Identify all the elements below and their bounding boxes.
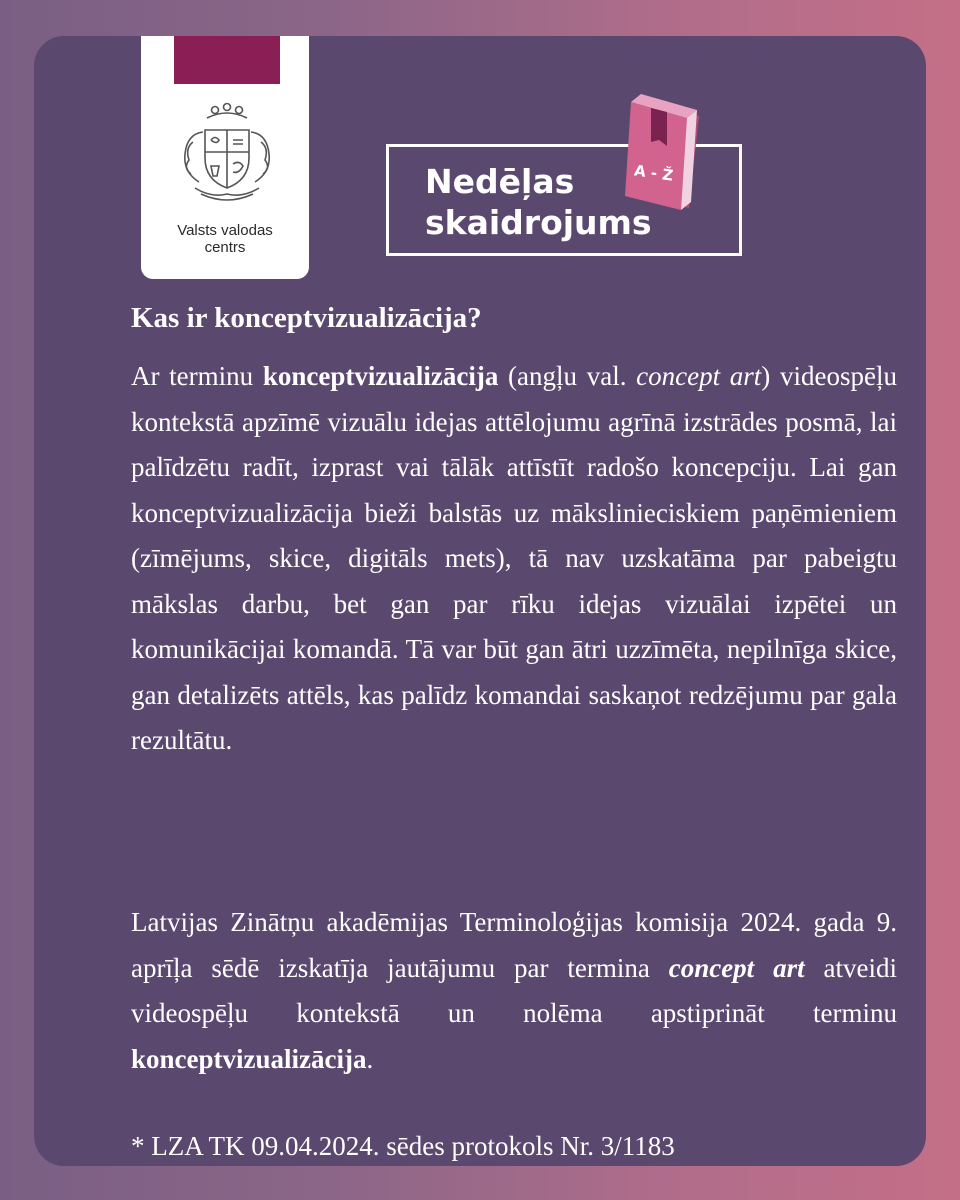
definition-paragraph bbox=[131, 354, 897, 764]
organization-logo[interactable] bbox=[141, 36, 309, 279]
dictionary-book-icon bbox=[617, 88, 707, 218]
organization-name bbox=[141, 222, 309, 256]
org-name-line-1: Valsts valodas bbox=[177, 222, 273, 239]
footnote: * LZA TK 09.04.2024. sēdes protokols Nr. 3/1183 bbox=[131, 1131, 675, 1161]
p2-text-2: atveidi videospēļu kontekstā un nolēma apstiprināt terminu bbox=[131, 952, 897, 1028]
english-term: concept art bbox=[636, 361, 762, 391]
english-term-bold: concept art bbox=[668, 952, 805, 983]
p2-text-3: . bbox=[366, 1043, 374, 1074]
p2-text-1: Latvijas Zinātņu akadēmijas Terminoloģijas komisija 2024. gada 9. aprīļa sēdē izskatīja jautājumu par termina bbox=[131, 907, 897, 983]
commission-paragraph bbox=[131, 900, 897, 1082]
badge-title-line-2: skaidrojums bbox=[425, 203, 652, 242]
term-bold-2: konceptvizualizācija bbox=[131, 1043, 367, 1074]
logo-stripe bbox=[174, 36, 280, 84]
p1-text-1: Ar terminu bbox=[131, 361, 263, 391]
article-heading: Kas ir konceptvizualizācija? bbox=[131, 302, 482, 334]
content-card bbox=[34, 36, 926, 1166]
p1-text-3: ) videospēļu kontekstā apzīmē vizuālu idejas attēlojumu agrīnā izstrādes posmā, lai palīdzētu radīt, izprast vai tālāk attīstīt radošo koncepciju. Lai gan konceptvizualizācija bieži balstās uz mākslinieciskiem paņēmieniem (zīmējums, skice, digitāls mets), tā nav uzskatāma par pabeigtu mākslas darbu, bet gan par rīku idejas vizuālai izpētei un komunikācijai komandā. Tā var būt gan ātri uzzīmēta, nepilnīga skice, gan detalizēts attēls, kas palīdz komandai saskaņot redzējumu par gala rezultātu. bbox=[131, 361, 897, 755]
org-name-line-2: centrs bbox=[204, 239, 246, 256]
book-label: A - Ž bbox=[633, 161, 675, 185]
badge-title-line-1: Nedēļas bbox=[425, 162, 575, 201]
latvia-coat-of-arms-icon bbox=[173, 102, 281, 206]
p1-text-2: (angļu val. bbox=[498, 361, 637, 391]
term-bold: konceptvizualizācija bbox=[262, 361, 499, 391]
